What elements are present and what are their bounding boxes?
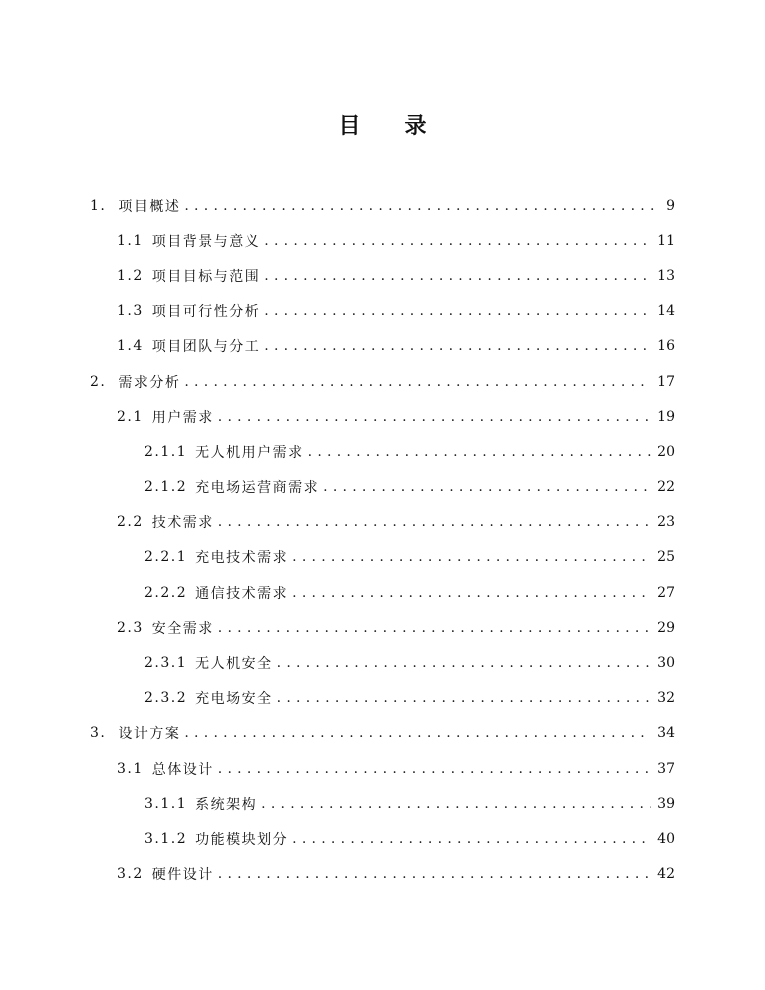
toc-dot-leader — [184, 198, 657, 214]
toc-entry-page-number: 32 — [657, 690, 675, 707]
toc-entry-title: 总体设计 — [151, 761, 214, 778]
toc-entry-number: 1. — [90, 197, 107, 214]
toc-dot-leader — [218, 761, 651, 777]
toc-entry-number: 3.2 — [117, 866, 144, 883]
toc-title-left: 目 — [338, 114, 361, 139]
toc-dot-leader — [261, 796, 651, 812]
toc-entry[interactable] — [0, 258, 765, 293]
toc-entry[interactable] — [0, 364, 765, 399]
toc-entry-page-number: 23 — [657, 514, 675, 531]
toc-entry-title: 技术需求 — [151, 515, 214, 532]
toc-entry[interactable] — [0, 399, 765, 434]
toc-entry[interactable] — [0, 575, 765, 610]
toc-entry[interactable] — [0, 821, 765, 856]
toc-entry-page-number: 25 — [657, 549, 675, 566]
toc-entry-title: 系统架构 — [195, 796, 258, 813]
toc-entry-page-number: 17 — [657, 373, 675, 390]
toc-dot-leader — [277, 690, 652, 706]
toc-dot-leader — [184, 725, 651, 741]
toc-entry-title: 项目团队与分工 — [151, 339, 261, 356]
toc-entry[interactable] — [0, 610, 765, 645]
toc-dot-leader — [218, 514, 651, 530]
toc-entry-page-number: 20 — [657, 443, 675, 460]
toc-entry-page-number: 34 — [657, 725, 675, 742]
toc-entry[interactable] — [0, 223, 765, 258]
toc-entry-page-number: 9 — [666, 197, 675, 214]
toc-dot-leader — [264, 303, 651, 319]
toc-dot-leader — [292, 549, 651, 565]
toc-dot-leader — [218, 409, 651, 425]
toc-entry-page-number: 19 — [657, 408, 675, 425]
toc-entry-title: 项目背景与意义 — [151, 233, 261, 250]
toc-entry-number: 2.3.1 — [144, 655, 188, 672]
toc-entry[interactable] — [0, 294, 765, 329]
toc-dot-leader — [218, 620, 651, 636]
toc-entry-page-number: 16 — [657, 338, 675, 355]
toc-entry-number: 2.1 — [117, 408, 144, 425]
toc-dot-leader — [218, 866, 651, 882]
toc-entry-page-number: 22 — [657, 479, 675, 496]
toc-entry[interactable] — [0, 681, 765, 716]
toc-dot-leader — [264, 233, 651, 249]
toc-entry-title: 安全需求 — [151, 620, 214, 637]
toc-title-right: 录 — [404, 114, 427, 139]
toc-entry-number: 2.3.2 — [144, 690, 188, 707]
toc-entry-page-number: 30 — [657, 655, 675, 672]
toc-dot-leader — [323, 479, 651, 495]
toc-entry-page-number: 14 — [657, 303, 675, 320]
toc-dot-leader — [308, 444, 652, 460]
toc-entry-number: 2.3 — [117, 619, 144, 636]
toc-entry-page-number: 42 — [657, 866, 675, 883]
toc-entry-number: 1.2 — [117, 267, 144, 284]
toc-entry-title: 充电场安全 — [195, 691, 273, 708]
toc-entry-title: 需求分析 — [118, 374, 181, 391]
toc-entry[interactable] — [0, 470, 765, 505]
toc-entry-title: 项目概述 — [118, 198, 181, 215]
toc-entry-number: 3.1.2 — [144, 830, 188, 847]
toc-entry-number: 1.3 — [117, 303, 144, 320]
toc-list — [0, 188, 765, 892]
toc-entry[interactable] — [0, 786, 765, 821]
toc-entry[interactable] — [0, 540, 765, 575]
toc-entry-number: 3.1 — [117, 760, 144, 777]
toc-entry-number: 1.1 — [117, 232, 144, 249]
toc-entry-page-number: 13 — [657, 267, 675, 284]
toc-entry[interactable] — [0, 188, 765, 223]
toc-entry-number: 2.2.1 — [144, 549, 188, 566]
toc-entry-number: 2.2 — [117, 514, 144, 531]
toc-entry-title: 功能模块划分 — [195, 831, 289, 848]
toc-dot-leader — [292, 831, 651, 847]
toc-entry-title: 充电场运营商需求 — [195, 480, 320, 497]
toc-entry-number: 2.1.1 — [144, 443, 188, 460]
toc-entry[interactable] — [0, 434, 765, 469]
toc-entry-title: 无人机用户需求 — [195, 444, 304, 461]
toc-dot-leader — [264, 268, 651, 284]
toc-entry-page-number: 27 — [657, 584, 675, 601]
toc-entry-title: 设计方案 — [118, 726, 181, 743]
toc-entry-title: 充电技术需求 — [195, 550, 289, 567]
toc-title — [0, 112, 765, 142]
toc-dot-leader — [277, 655, 652, 671]
toc-entry-page-number: 37 — [657, 760, 675, 777]
toc-entry-page-number: 29 — [657, 619, 675, 636]
toc-entry[interactable] — [0, 329, 765, 364]
toc-entry-number: 3. — [90, 725, 107, 742]
toc-entry[interactable] — [0, 751, 765, 786]
toc-entry-page-number: 11 — [657, 232, 675, 249]
toc-entry-number: 2.1.2 — [144, 479, 188, 496]
toc-dot-leader — [264, 338, 651, 354]
toc-entry-number: 2.2.2 — [144, 584, 188, 601]
toc-entry-page-number: 40 — [657, 830, 675, 847]
toc-entry[interactable] — [0, 857, 765, 892]
toc-dot-leader — [184, 374, 651, 390]
toc-entry-title: 无人机安全 — [195, 656, 273, 673]
toc-entry-number: 1.4 — [117, 338, 144, 355]
toc-entry[interactable] — [0, 505, 765, 540]
toc-entry-number: 2. — [90, 373, 107, 390]
toc-entry-title: 项目目标与范围 — [151, 268, 261, 285]
toc-entry-title: 用户需求 — [151, 409, 214, 426]
toc-entry[interactable] — [0, 716, 765, 751]
toc-dot-leader — [292, 585, 651, 601]
toc-entry-number: 3.1.1 — [144, 795, 188, 812]
toc-entry-title: 硬件设计 — [151, 867, 214, 884]
toc-entry-title: 通信技术需求 — [195, 585, 289, 602]
toc-entry-title: 项目可行性分析 — [151, 304, 261, 321]
toc-entry-page-number: 39 — [657, 795, 675, 812]
toc-entry[interactable] — [0, 645, 765, 680]
